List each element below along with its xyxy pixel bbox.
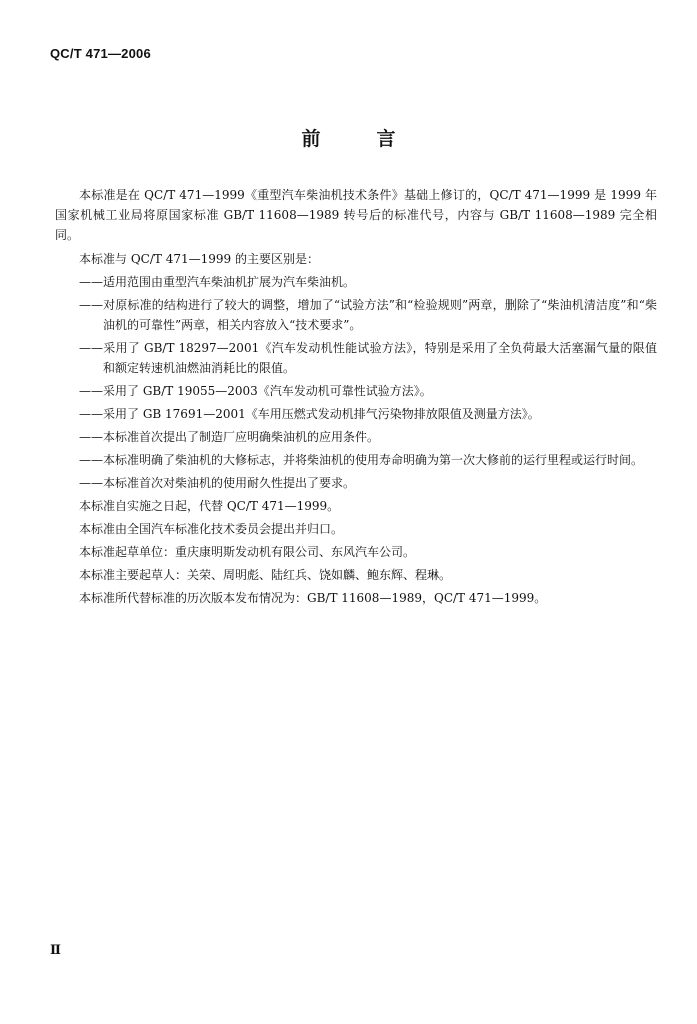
difference-item: ——采用了 GB/T 19055—2003《汽车发动机可靠性试验方法》。 [79,384,432,398]
drafting-organizations: 本标准起草单位：重庆康明斯发动机有限公司、东风汽车公司。 [79,545,416,559]
foreword-body [55,185,657,611]
proposing-committee: 本标准由全国汽车标准化技术委员会提出并归口。 [79,522,344,536]
intro-paragraph: 本标准是在 QC/T 471—1999《重型汽车柴油机技术条件》基础上修订的，QC/T 471—1999 是 1999 年国家机械工业局将原国家标准 GB/T 11608—1989 转号后的标准代号，内容与 GB/T 11608—1989 完全相同。 [55,188,657,242]
differences-heading: 本标准与 QC/T 471—1999 的主要区别是： [79,252,319,266]
difference-item: ——对原标准的结构进行了较大的调整，增加了“试验方法”和“检验规则”两章，删除了“柴油机清洁度”和“柴油机的可靠性”两章，相关内容放入“技术要求”。 [79,298,657,332]
version-history: 本标准所代替标准的历次版本发布情况为：GB/T 11608—1989，QC/T 471—1999。 [79,591,547,605]
difference-item: ——本标准明确了柴油机的大修标志，并将柴油机的使用寿命明确为第一次大修前的运行里程或运行时间。 [79,453,644,467]
difference-item: ——采用了 GB 17691—2001《车用压燃式发动机排气污染物排放限值及测量方法》。 [79,407,540,421]
difference-item: ——适用范围由重型汽车柴油机扩展为汽车柴油机。 [79,275,356,289]
page-title: 前 言 [301,128,421,150]
replacement-statement: 本标准自实施之日起，代替 QC/T 471—1999。 [79,499,340,513]
drafters: 本标准主要起草人：关荣、周明彪、陆红兵、饶如麟、鲍东辉、程琳。 [79,568,452,582]
difference-item: ——本标准首次对柴油机的使用耐久性提出了要求。 [79,476,356,490]
standard-code: QC/T 471—2006 [50,46,151,61]
difference-item: ——采用了 GB/T 18297—2001《汽车发动机性能试验方法》，特别是采用了全负荷最大活塞漏气量的限值和额定转速机油燃油消耗比的限值。 [79,341,657,375]
difference-item: ——本标准首次提出了制造厂应明确柴油机的应用条件。 [79,430,380,444]
page-number: Ⅱ [50,943,61,958]
